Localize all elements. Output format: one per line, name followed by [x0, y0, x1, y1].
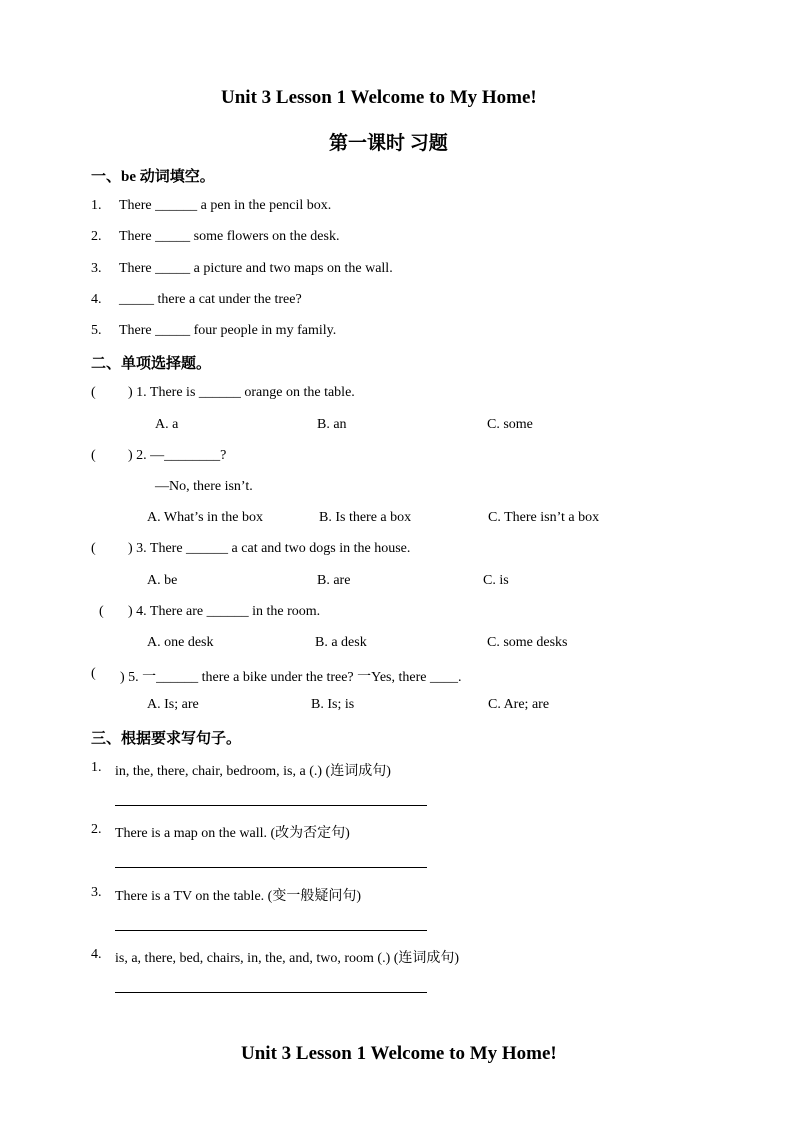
- s1-item-1-num: 1.: [91, 198, 102, 213]
- s3-item-4-text: is, a, there, bed, chairs, in, the, and, two, room (.) (连词成句): [115, 951, 460, 966]
- s3-item-2-text: There is a map on the wall. (改为否定句): [115, 826, 350, 841]
- q4-option-c: C. some desks: [487, 635, 568, 650]
- s3-item-4-num: 4.: [91, 947, 102, 962]
- q4-paren: (: [99, 604, 104, 619]
- s1-item-3-num: 3.: [91, 261, 102, 276]
- s3-item-2-answer-line[interactable]: [115, 867, 427, 868]
- footer-title: Unit 3 Lesson 1 Welcome to My Home!: [241, 1043, 557, 1064]
- s3-item-3-answer-line[interactable]: [115, 930, 427, 931]
- q5-option-a: A. Is; are: [147, 697, 199, 712]
- q3-paren: (: [91, 541, 96, 556]
- s1-item-4-num: 4.: [91, 292, 102, 307]
- q4-option-a: A. one desk: [147, 635, 214, 650]
- s1-item-5-text: There _____ four people in my family.: [119, 323, 337, 338]
- q2-option-c: C. There isn’t a box: [488, 510, 600, 525]
- q5-stem: ) 5. 一______ there a bike under the tree? 一Yes, there ____.: [120, 670, 462, 685]
- q2-paren: (: [91, 448, 96, 463]
- q1-paren: (: [91, 385, 96, 400]
- q3-stem: ) 3. There ______ a cat and two dogs in the house.: [128, 541, 411, 556]
- q1-stem: ) 1. There is ______ orange on the table.: [128, 385, 355, 400]
- q3-option-a: A. be: [147, 573, 178, 588]
- s3-item-1-answer-line[interactable]: [115, 805, 427, 806]
- s1-item-1-text: There ______ a pen in the pencil box.: [119, 198, 332, 213]
- q4-stem: ) 4. There are ______ in the room.: [128, 604, 321, 619]
- s1-item-3-text: There _____ a picture and two maps on the wall.: [119, 261, 393, 276]
- q2-stem: ) 2. —________?: [128, 448, 227, 463]
- section-2-heading: 二、单项选择题。: [91, 356, 212, 372]
- q1-option-a: A. a: [155, 417, 179, 432]
- q1-option-b: B. an: [317, 417, 347, 432]
- section-1-heading: 一、be 动词填空。: [91, 169, 215, 185]
- q5-option-b: B. Is; is: [311, 697, 355, 712]
- q1-option-c: C. some: [487, 417, 533, 432]
- s1-item-2-text: There _____ some flowers on the desk.: [119, 229, 340, 244]
- page-subtitle: 第一课时 习题: [329, 133, 448, 154]
- q2-option-b: B. Is there a box: [319, 510, 412, 525]
- s3-item-1-text: in, the, there, chair, bedroom, is, a (.) (连词成句): [115, 764, 391, 779]
- q5-option-c: C. Are; are: [488, 697, 550, 712]
- q4-option-b: B. a desk: [315, 635, 367, 650]
- section-3-heading: 三、根据要求写句子。: [91, 731, 242, 747]
- s3-item-3-num: 3.: [91, 885, 102, 900]
- q3-option-c: C. is: [483, 573, 509, 588]
- s1-item-2-num: 2.: [91, 229, 102, 244]
- s1-item-5-num: 5.: [91, 323, 102, 338]
- q3-option-b: B. are: [317, 573, 351, 588]
- s3-item-3-text: There is a TV on the table. (变一般疑问句): [115, 889, 361, 904]
- s3-item-2-num: 2.: [91, 822, 102, 837]
- s1-item-4-text: _____ there a cat under the tree?: [119, 292, 302, 307]
- s3-item-4-answer-line[interactable]: [115, 992, 427, 993]
- s3-item-1-num: 1.: [91, 760, 102, 775]
- q2-option-a: A. What’s in the box: [147, 510, 264, 525]
- page-title: Unit 3 Lesson 1 Welcome to My Home!: [221, 87, 537, 108]
- q5-paren: (: [91, 666, 96, 681]
- q2-reply: —No, there isn’t.: [155, 479, 253, 494]
